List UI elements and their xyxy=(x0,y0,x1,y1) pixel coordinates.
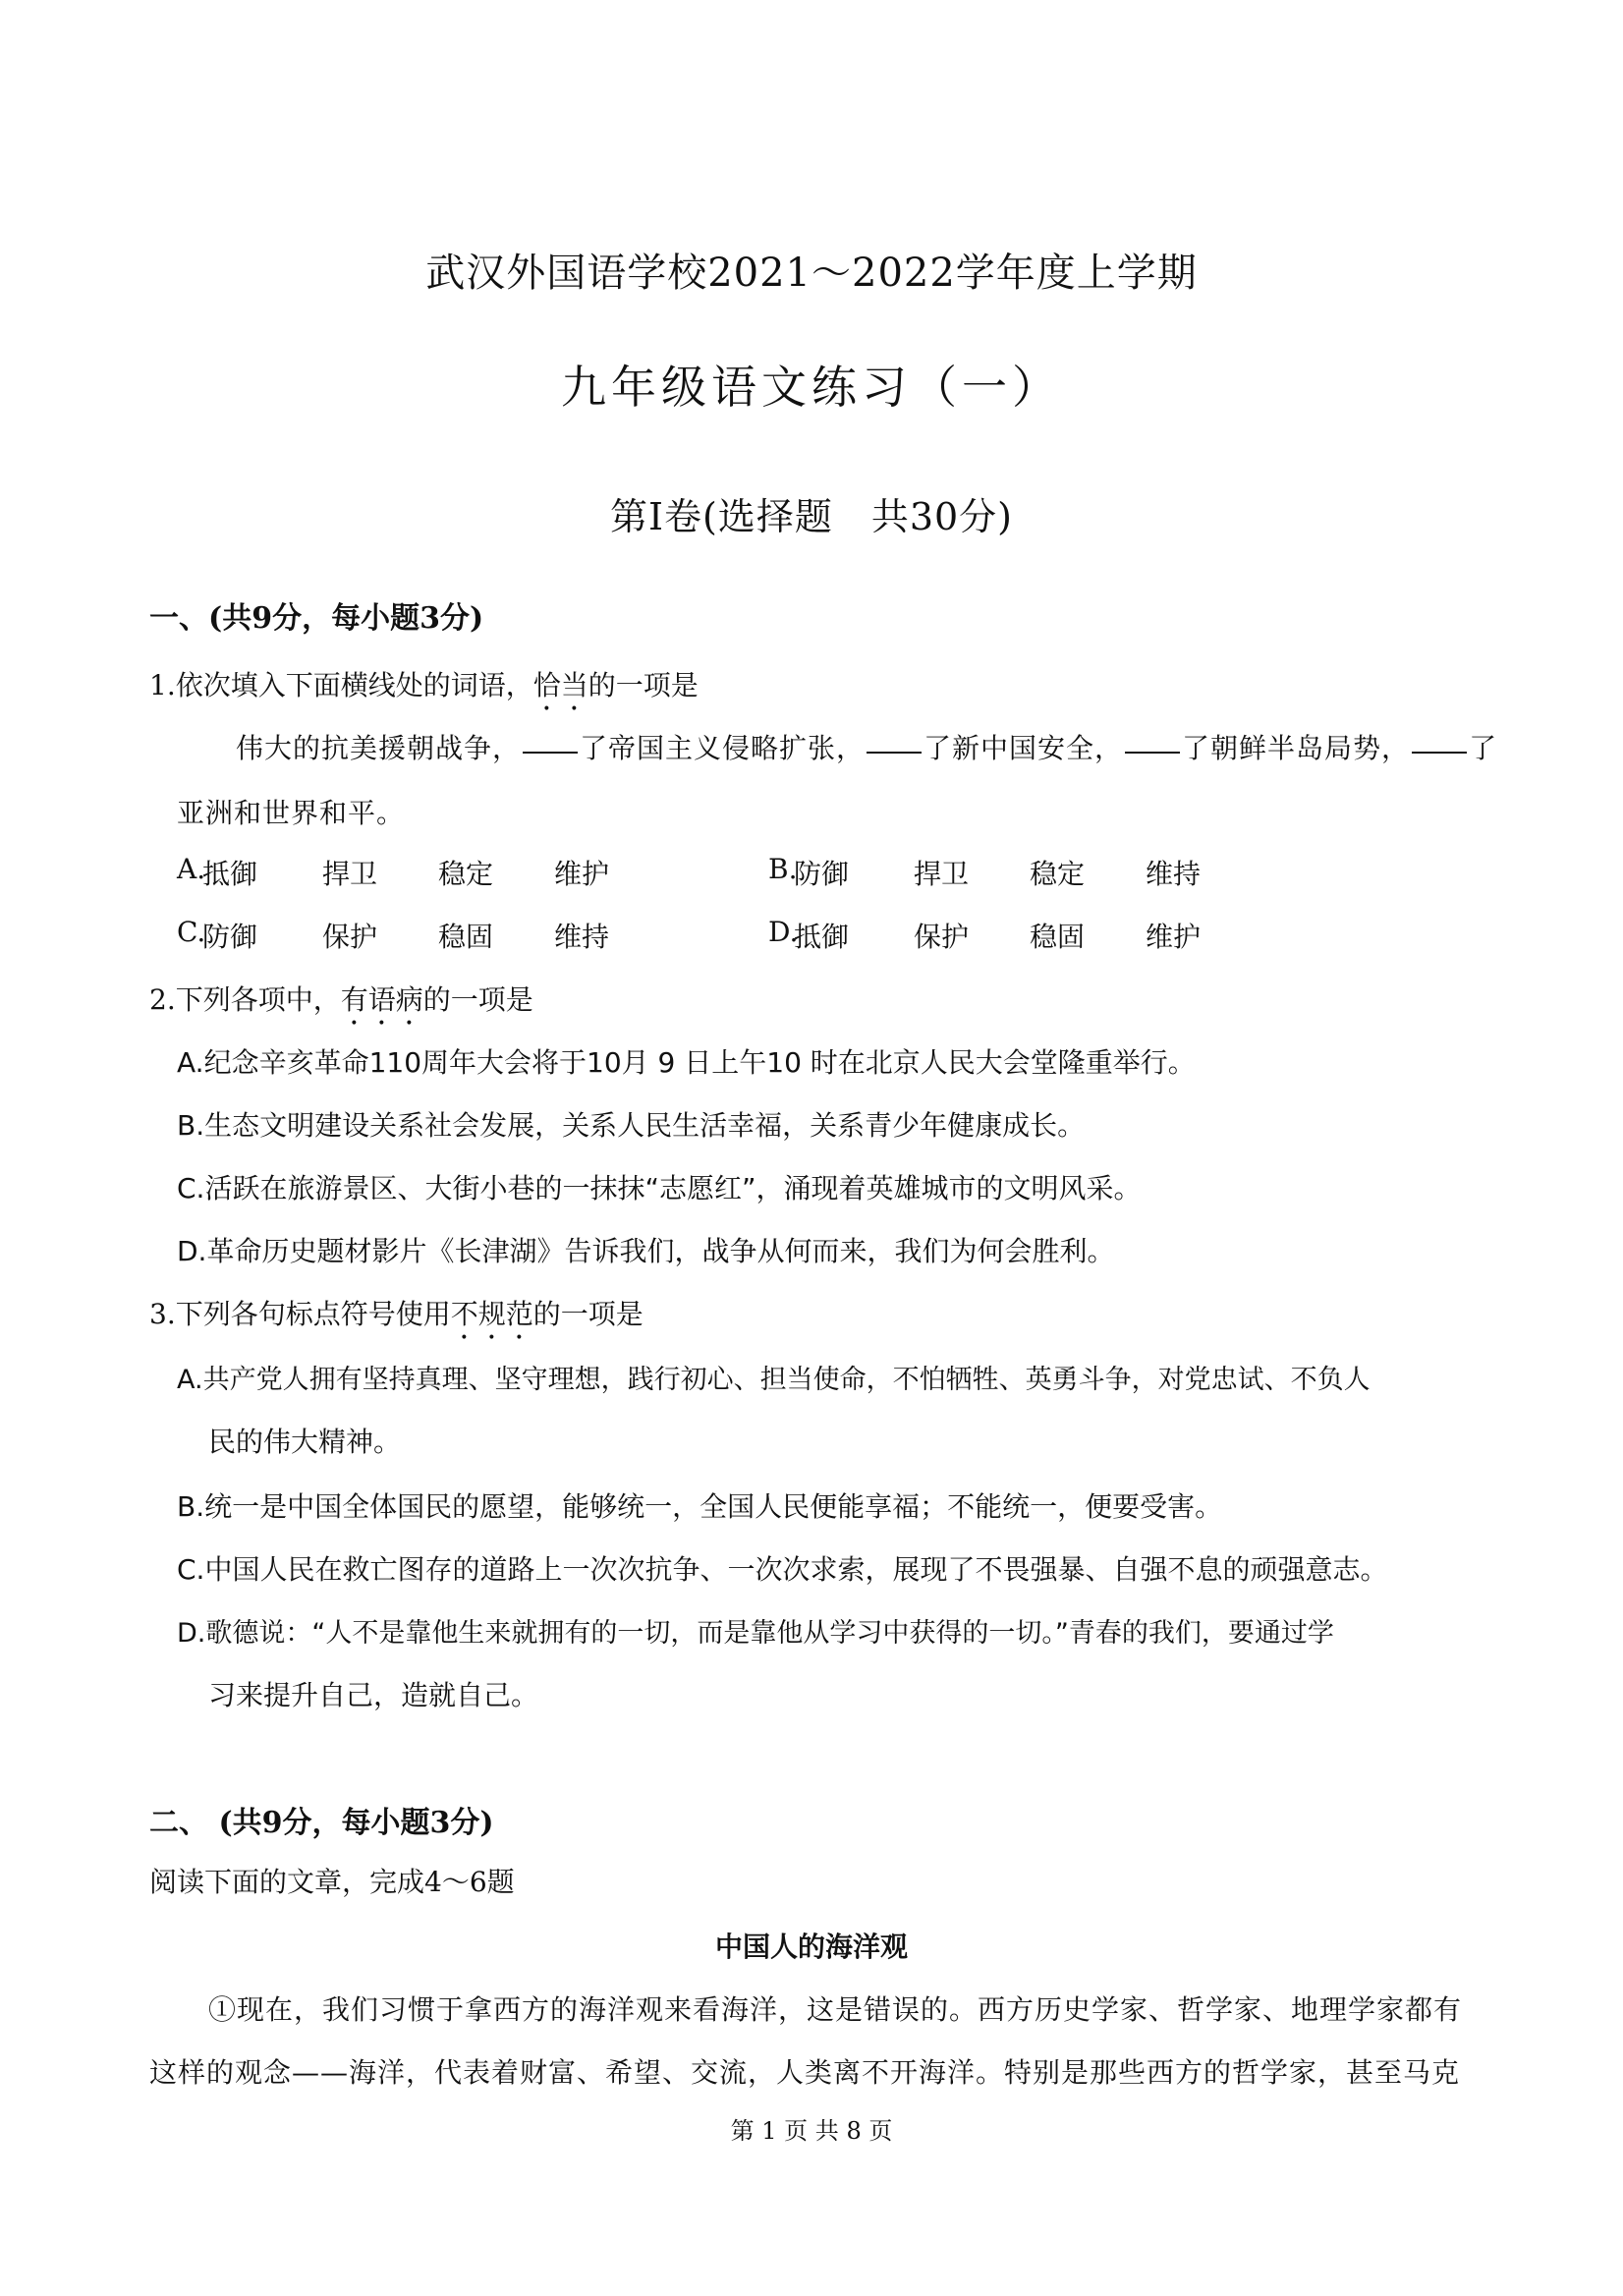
q1-stem-b: 了帝国主义侵略扩张， xyxy=(580,732,866,764)
option-word: 稳固 xyxy=(438,921,494,953)
option-word: 维持 xyxy=(1146,858,1202,890)
q3-option-c: C.中国人民在救亡图存的道路上一次次抗争、一次次求索，展现了不畏强暴、自强不息的顽强意志。 xyxy=(177,1553,1388,1586)
q1-option-c xyxy=(177,916,610,953)
option-word: 稳定 xyxy=(438,858,494,890)
q1-option-d xyxy=(768,916,1202,953)
option-label: A. xyxy=(177,853,206,885)
q1-option-b xyxy=(768,853,1202,890)
q3-suffix: 的一项是 xyxy=(532,1298,644,1330)
option-word: 保护 xyxy=(914,921,970,953)
question-1-sentence-line2: 亚洲和世界和平。 xyxy=(177,797,406,829)
q3-emphasis: 不规范 xyxy=(450,1298,533,1330)
option-word: 稳固 xyxy=(1030,921,1086,953)
q2-prefix: 2.下列各项中， xyxy=(149,983,341,1016)
q2-option-a: A.纪念辛亥革命110周年大会将于10月 9 日上午10 时在北京人民大会堂隆重举行。 xyxy=(177,1046,1196,1079)
question-3-stem xyxy=(149,1293,644,1346)
q2-suffix: 的一项是 xyxy=(422,983,533,1016)
blank-3 xyxy=(1125,751,1180,754)
section2-heading: 二、 (共9分，每小题3分) xyxy=(149,1806,494,1840)
page-number: 第 1 页 共 8 页 xyxy=(730,2117,893,2145)
q2-option-c: C.活跃在旅游景区、大街小巷的一抹抹“志愿红”，涌现着英雄城市的文明风采。 xyxy=(177,1172,1142,1204)
blank-4 xyxy=(1412,751,1467,754)
q1-suffix: 的一项是 xyxy=(588,669,699,701)
option-label: C. xyxy=(177,916,206,948)
section2-instruction: 阅读下面的文章，完成4～6题 xyxy=(149,1866,515,1898)
q1-stem-e: 了 xyxy=(1469,732,1498,764)
question-2-stem xyxy=(149,979,533,1032)
q3-option-a-line2: 民的伟大精神。 xyxy=(208,1426,402,1458)
option-word: 捍卫 xyxy=(322,858,378,890)
q2-emphasis: 有语病 xyxy=(340,983,423,1016)
option-word: 抵御 xyxy=(202,858,258,890)
q1-option-a xyxy=(177,853,610,890)
article-paragraph-1-line2: 这样的观念——海洋，代表着财富、希望、交流，人类离不开海洋。特别是那些西方的哲学家，甚至马克 xyxy=(149,2056,1461,2089)
option-word: 维护 xyxy=(1146,921,1202,953)
q3-option-d-line1: D.歌德说：“人不是靠他生来就拥有的一切，而是靠他从学习中获得的一切。”青春的我们，要通过学 xyxy=(177,1618,1334,1649)
option-word: 防御 xyxy=(202,921,258,953)
q3-option-d-line2: 习来提升自己，造就自己。 xyxy=(208,1679,539,1711)
section1-heading: 一、(共9分，每小题3分) xyxy=(149,601,484,636)
question-1-sentence xyxy=(236,727,1497,766)
q2-option-d: D.革命历史题材影片《长津湖》告诉我们，战争从何而来，我们为何会胜利。 xyxy=(177,1235,1115,1267)
article-paragraph-1-line1: ①现在，我们习惯于拿西方的海洋观来看海洋，这是错误的。西方历史学家、哲学家、地理学家都有 xyxy=(208,1993,1463,2026)
part-title: 第Ⅰ卷(选择题 共30分) xyxy=(609,495,1013,538)
blank-1 xyxy=(523,751,578,754)
q1-stem-c: 了新中国安全， xyxy=(923,732,1124,764)
question-1-stem xyxy=(149,664,699,717)
q2-option-b: B.生态文明建设关系社会发展，关系人民生活幸福，关系青少年健康成长。 xyxy=(177,1109,1086,1142)
option-label: D. xyxy=(768,916,799,948)
q3-option-b: B.统一是中国全体国民的愿望，能够统一，全国人民便能享福；不能统一，便要受害。 xyxy=(177,1490,1223,1523)
option-word: 防御 xyxy=(794,858,850,890)
q1-stem-d: 了朝鲜半岛局势， xyxy=(1182,732,1411,764)
exam-title: 九年级语文练习（一） xyxy=(561,361,1062,414)
q3-option-a-line1: A.共产党人拥有坚持真理、坚守理想，践行初心、担当使命，不怕牺牲、英勇斗争，对党忠试、不负人 xyxy=(177,1365,1371,1395)
article-title: 中国人的海洋观 xyxy=(714,1931,908,1963)
option-label: B. xyxy=(768,853,798,885)
option-word: 保护 xyxy=(322,921,378,953)
school-title: 武汉外国语学校2021～2022学年度上学期 xyxy=(425,251,1198,296)
option-word: 抵御 xyxy=(794,921,850,953)
option-word: 稳定 xyxy=(1030,858,1086,890)
q1-prefix: 1.依次填入下面横线处的词语， xyxy=(149,669,533,701)
q1-emphasis: 恰当 xyxy=(532,669,588,701)
option-word: 维护 xyxy=(554,858,610,890)
option-word: 维持 xyxy=(554,921,610,953)
option-word: 捍卫 xyxy=(914,858,970,890)
q1-stem-a: 伟大的抗美援朝战争， xyxy=(236,732,522,764)
blank-2 xyxy=(867,751,922,754)
q3-prefix: 3.下列各句标点符号使用 xyxy=(149,1298,451,1330)
